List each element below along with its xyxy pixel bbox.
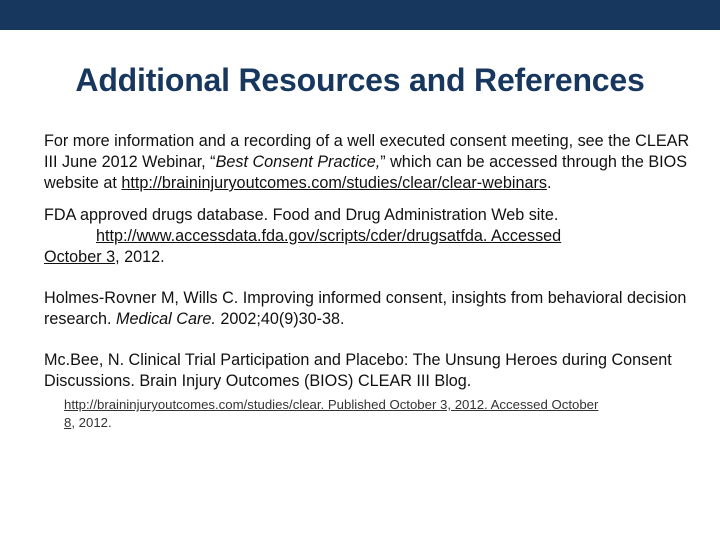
fda-drugs-link-date[interactable]: October 3	[44, 248, 116, 266]
reference-4-end: , 2012.	[71, 415, 112, 430]
reference-1-end: .	[546, 174, 552, 192]
reference-3-end: 2002;40(9)30-38.	[215, 310, 345, 328]
bios-blog-link-date[interactable]: 8	[64, 415, 72, 430]
reference-3	[44, 288, 694, 330]
reference-1-text-2: ” which can be accessed through the BIOS website at	[44, 153, 688, 192]
reference-3-text: Holmes-Rovner M, Wills C. Improving informed consent, insights from behavioral decision research.	[44, 289, 687, 328]
reference-2-end: , 2012.	[115, 248, 165, 266]
header-bar	[0, 0, 720, 30]
reference-2-link-indent	[44, 227, 561, 245]
reference-4-link-line	[64, 396, 694, 432]
bios-blog-link[interactable]: http://braininjuryoutcomes.com/studies/clear. Published October 3, 2012. Accessed October	[64, 397, 599, 412]
clear-webinars-link[interactable]: http://braininjuryoutcomes.com/studies/clear/clear-webinars	[121, 174, 547, 192]
page-title: Additional Resources and References	[75, 62, 645, 98]
reference-1	[44, 131, 694, 194]
reference-4-text: Mc.Bee, N. Clinical Trial Participation and Placebo: The Unsung Heroes during Consent Discussions. Brain Injury Outcomes (BIOS) CLEAR III Blog.	[44, 351, 672, 390]
reference-4	[44, 350, 694, 392]
reference-3-journal: Medical Care.	[115, 310, 216, 328]
references-body	[44, 131, 694, 432]
reference-2-text: FDA approved drugs database. Food and Drug Administration Web site.	[44, 206, 559, 224]
reference-1-italic: Best Consent Practice,	[215, 153, 381, 171]
reference-1-text: For more information and a recording of a well executed consent meeting, see the CLEAR III June 2012 Webinar, “	[44, 132, 690, 171]
fda-drugs-link[interactable]: http://www.accessdata.fda.gov/scripts/cder/drugsatfda. Accessed	[96, 227, 562, 245]
reference-2	[44, 205, 694, 268]
